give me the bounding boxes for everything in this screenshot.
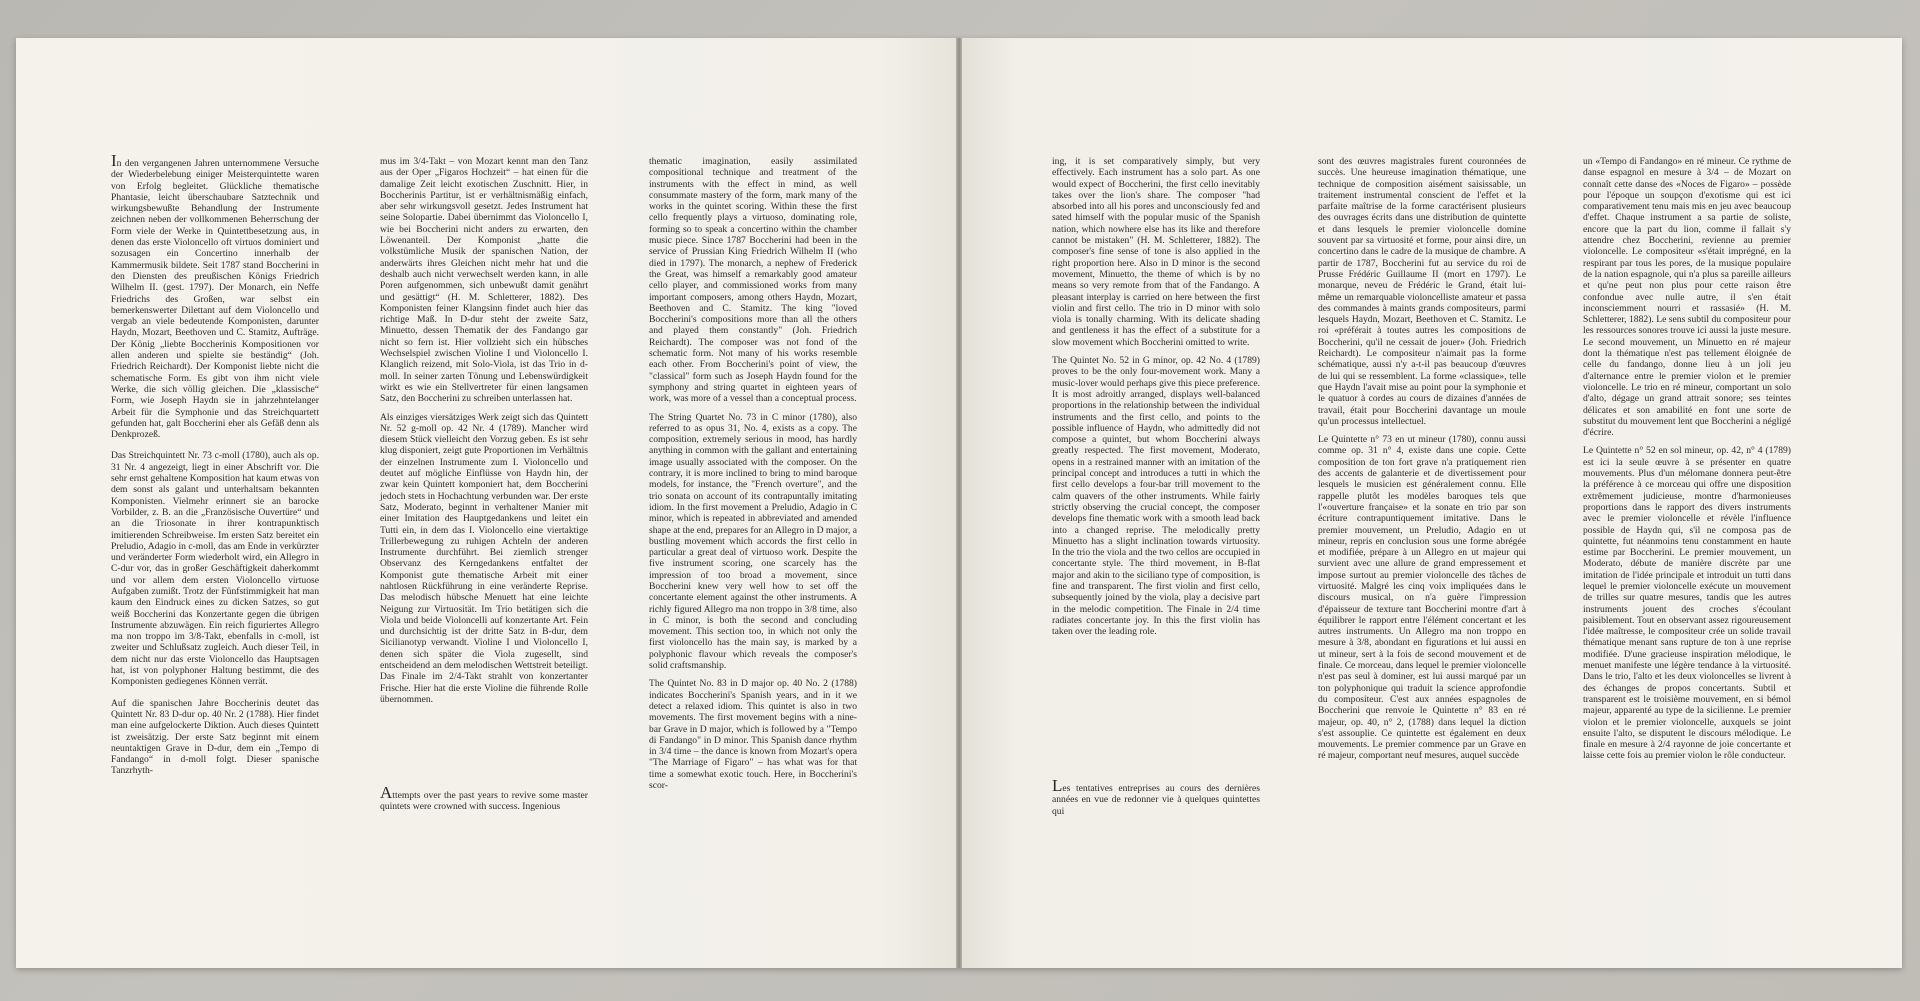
left-page: [16, 38, 956, 968]
french-intro: [1052, 776, 1260, 817]
english-paragraph: The Quintet No. 52 in G minor, op. 42 No. 4 (1789) proves to be the only four-movement work. Many a music-lover would perhaps give this piece preference. It is most adroitly arranged, displays well-balanced proportions in the relationship between the individual instruments and the first cello, and points to the possible influence of Haydn, who admittedly did not compose a quintet, but whom Boccherini always greatly respected. The first movement, Moderato, opens in a restrained manner with an imitation of the principal concept and introduces a tutti in which the first cello develops a four-bar trill movement to the calm quavers of the other instruments. While fairly strictly observing the crucial concept, the composer develops fine thematic work with a smooth lead back into a changed reprise. The melodically pretty Minuetto has a slight inclination towards virtuosity. In the trio the viola and the two cellos are occupied in concertante style. The third movement, in B-flat major and akin to the siciliano type of composition, is fine and transparent. The first violin and first cello, subsequently joined by the viola, play a decisive part in the melodic competition. The Finale in 2/4 time radiates concertante joy. In this the first violin has taken over the leading role.: [1052, 355, 1260, 638]
english-paragraph: The String Quartet No. 73 in C minor (1780), also referred to as opus 31, No. 4, exists as a copy. The composition, extremely serious in mood, has hardly anything in common with the gallant and entertaining image usually associated with the composer. On the contrary, it is more inclined to bring to mind baroque models, for instance, the "French overture", and the trio sonata on account of its contrapuntally imitating idiom. In the first movement a Preludio, Adagio in C minor, which is repeated in abbreviated and amended shape at the end, prepares for an Allegro in D major, a bustling movement which accords the first cello in particular a great deal of virtuoso work. Despite the five instrument scoring, one scarcely has the impression of too broad a movement, since Boccherini knew very well how to set off the concertante element against the other instruments. A richly figured Allegro ma non troppo in 3/8 time, also in C minor, is both the second and concluding movement. This section too, in which not only the first violoncello has the main say, is marked by a polyphonic flavour which reveals the composer's solid craftsmanship.: [649, 411, 857, 672]
french-column-6: [1583, 156, 1791, 769]
german-paragraph: Als einziges viersätziges Werk zeigt sich das Quintett Nr. 52 g-moll op. 42 Nr. 4 (1789). Mancher wird diesem Stück vielleicht den Vorzug geben. Es ist sehr klug disponiert, zeigt gute Proportionen im Verhältnis der einzelnen Instrumente zum I. Violoncello und deutet auf mögliche Einflüsse von Haydn hin, der zwar kein Quintett komponiert hat, dem Boccherini jedoch stets in Hochachtung verbunden war. Der erste Satz, Moderato, beginnt in verhaltener Manier mit einer Imitation des Hauptgedankens und leitet ein Tutti ein, in dem das I. Violoncello eine viertaktige Trillerbewegung zu ruhigen Achteln der anderen Instrumente durchführt. Bei ziemlich strenger Observanz des Kerngedankens entfaltet der Komponist gute thematische Arbeit mit einer nahtlosen Rückführung in eine veränderte Reprise. Das melodisch hübsche Menuett hat eine leichte Neigung zur Virtuosität. Im Trio betätigen sich die Viola und beide Violoncelli auf konzertante Art. Fein und durchsichtig ist der dritte Satz in B-dur, dem Sicilianotyp verwandt. Violine I und Violoncello I, denen sich später die Viola zugesellt, sind entscheidend an dem melodischen Wettstreit beteiligt. Das Finale im 2/4-Takt strahlt von konzertanter Frische. Hier hat die erste Violine die führende Rolle übernommen.: [380, 411, 588, 705]
german-paragraph: Das Streichquintett Nr. 73 c-moll (1780), auch als op. 31 Nr. 4 angezeigt, liegt in einer Abschrift vor. Die sehr ernst gehaltene Komposition hat kaum etwas von dem sonst als galant und unterhaltsam bekannten Komponisten. Vielmehr erinnert sie an barocke Vorbilder, z. B. an die „Französische Ouvertüre“ und an die Triosonate in ihrer kontrapunktisch imitierenden Schreibweise. Im ersten Satz bereitet ein Preludio, Adagio in c-moll, das am Ende in verkürzter und veränderter Form wiederholt wird, ein Allegro in C-dur vor, das in großer Geschäftigkeit daherkommt und vor allem dem ersten Violoncello virtuose Aufgaben zumißt. Trotz der Fünfstimmigkeit hat man kaum den Eindruck eines zu dicken Satzes, so gut weiß Boccherini das Konzertante gegen die übrigen Instrumente abzuwägen. Ein reich figuriertes Allegro ma non troppo im 3/8-Takt, ebenfalls in c-moll, ist zweiter und Schlußsatz zugleich. Auch dieser Teil, in dem nicht nur das erste Violoncello das Hauptsagen hat, ist von polyphoner Haltung bestimmt, die des Komponisten gediegenes Können verrät.: [111, 450, 319, 688]
english-column-3: [649, 156, 857, 798]
english-column-4: [1052, 156, 1260, 644]
german-paragraph: mus im 3/4-Takt – von Mozart kennt man den Tanz aus der Oper „Figaros Hochzeit“ – hat einen für die damalige Zeit leicht exotischen Zuschnitt. Hier, in Boccherinis Partitur, ist er verhältnismäßig einfach, aber sehr wirkungsvoll gesetzt. Jedes Instrument hat seine Solopartie. Dabei übernimmt das Violoncello I, wie bei Boccherini nicht anders zu erwarten, den Löwenanteil. Der Komponist „hatte die volkstümliche Musik der spanischen Nation, der anderwärts ihres Gleichen nicht mehr hat und die deshalb auch nicht verwechselt werden kann, in alle Poren aufgenommen, sich unbewußt damit genährt und gesättigt“ (H. M. Schletterer, 1882). Des Komponisten feiner Klangsinn findet auch hier das richtige Maß. In D-dur steht der zweite Satz, Minuetto, dessen Thematik der des Fandango gar nicht so fern ist. Hier vollzieht sich ein hübsches Wechselspiel zwischen Violine I und Violoncello I. Klanglich reizend, mit Solo-Viola, ist das Trio in d-moll. In seiner zarten Tönung und Lebenswürdigkeit wirkt es wie ein Stellvertreter für einen langsamen Satz, den Boccherini zu schreiben unterlassen hat.: [380, 156, 588, 405]
french-column-5: [1318, 156, 1526, 769]
french-paragraph: un «Tempo di Fandango» en ré mineur. Ce rythme de danse espagnol en mesure à 3/4 – de Mozart on connaît cette danse des «Noces de Figaro» – possède pour l'époque un soupçon d'exotisme qui est ici comparativement tenu mais mis en jeu avec beaucoup d'effet. Chaque instrument a sa partie de soliste, encore que la part du lion, comme il fallait s'y attendre chez Boccherini, revienne au premier violoncelle. Le compositeur «s'était imprégné, en la respirant par tous les pores, de la musique populaire de la nation espagnole, qui n'a plus sa pareille ailleurs et qu'ne peut non plus pour cette raison être confondue avec nulle autre, il s'en était inconsciemment nourri et rassasié» (H. M. Schletterer, 1882). Le sens subtil du compositeur pour les ressources sonores trouve ici aussi la juste mesure. Le second mouvement, un Minuetto en ré majeur dont la thématique n'est pas tellement éloignée de celle du fandango, donne lieu à un joli jeu d'alternance entre le premier violon et le premier violoncelle. Le trio en ré mineur, comportant un solo d'alto, dégage un grand attrait sonore; ses teintes délicates et son amabilité en font une sorte de substitut du mouvement lent que Boccherini a négligé d'écrire.: [1583, 156, 1791, 439]
right-page: [962, 38, 1902, 968]
french-paragraph: Le Quintette n° 73 en ut mineur (1780), connu aussi comme op. 31 n° 4, existe dans une copie. Cette composition de ton fort grave n'a pratiquement rien des accents de galanterie et de divertissement pour lesquels le musicien est généralement connu. Elle rappelle plutôt les modèles baroques tels que l'«ouverture française» et la sonate en trio par son écriture contrapuntiquement imitative. Dans le premier mouvement, un Preludio, Adagio en ut mineur, repris en conclusion sous une forme abrégée et modifiée, prépare à un Allegro en ut majeur qui survient avec une allure de grand empressement et impose surtout au premier violoncelle des tâches de virtuosité. Malgré les cinq voix impliquées dans le discours musical, on n'a guère l'impression d'épaisseur de texture tant Boccherini montre d'art à équilibrer le rapport entre l'élément concertant et les autres instruments. Un Allegro ma non troppo en mesure à 3/8, abondant en figurations et lui aussi en ut mineur, sert à la fois de second mouvement et de finale. Ce morceau, dans lequel le premier violoncelle n'est pas seul à dominer, est lui aussi marqué par un ton polyphonique qui traduit la science approfondie du compositeur. C'est aux années espagnoles de Boccherini que renvoie le Quintette n° 83 en ré majeur, op. 40, n° 2, (1788) dans lequel la diction s'est assouplie. Ce quintette est également en deux mouvements. Le premier commence par un Grave en ré majeur, comportant neuf mesures, auquel succède: [1318, 434, 1526, 762]
french-paragraph: sont des œuvres magistrales furent couronnées de succès. Une heureuse imagination thématique, une technique de composition aisément saisissable, un traitement instrumental conscient de l'effet et la parfaite maîtrise de la forme caractérisent plusieurs des ouvrages écrits dans une distribution de quintette et dans lesquels le premier violoncelle domine souvent par sa virtuosité et forme, pour ainsi dire, un concertino dans le cadre de la musique de chambre. A partir de 1787, Boccherini fut au service du roi de Prusse Frédéric Guillaume II (mort en 1797). Le monarque, neveu de Frédéric le Grand, était lui-même un remarquable violoncelliste amateur et passa des commandes à maints grands compositeurs, parmi lesquels Haydn, Mozart, Beethoven et C. Stamitz. Le roi «préférait à toutes autres les compositions de Boccherini, qu'il ne cessait de jouer» (Joh. Friedrich Reichardt). Le compositeur n'aimait pas la forme schématique, aussi n'y a-t-il pas beaucoup d'œuvres de lui qui se ressemblent. La forme «classique», telle que Haydn l'avait mise au point pour la symphonie et le quatuor à cordes au cours de dizaines d'années de travail, était pour Boccherini davantage un moule qu'un processus intellectuel.: [1318, 156, 1526, 427]
english-paragraph: ing, it is set comparatively simply, but very effectively. Each instrument has a solo part. As one would expect of Boccherini, the first cello inevitably takes over the lion's share. The composer "had absorbed into all his pores and unconsciously fed and sated himself with the popular music of the Spanish nation, which nowhere else has its like and therefore cannot be mistaken" (H. M. Schletterer, 1882). The composer's fine sense of tone is also applied in the right proportion here. Also in D minor is the second movement, Minuetto, the theme of which is by no means so very remote from that of the Fandango. A pleasant interplay is carried on here between the first violin and first cello. The trio in D minor with solo viola is tonally charming. With its delicate shading and gentleness it has the effect of a substitute for a slow movement which Boccherini omitted to write.: [1052, 156, 1260, 348]
french-intro-text: Les tentatives entreprises au cours des dernières années en vue de redonner vie à quelques quintettes qui: [1052, 776, 1260, 817]
german-paragraph: Auf die spanischen Jahre Boccherinis deutet das Quintett Nr. 83 D-dur op. 40 Nr. 2 (1788). Hier findet man eine aufgelockerte Diktion. Auch dieses Quintett ist zweisätzig. Der erste Satz beginnt mit einem neuntaktigen Grave in D-dur, dem ein „Tempo di Fandango“ in d-moll folgt. Dieser spanische Tanzrhyth-: [111, 697, 319, 777]
english-intro-text: Attempts over the past years to revive some master quintets were crowned with success. Ingenious: [380, 783, 588, 813]
german-column-1: [111, 151, 319, 784]
english-paragraph: thematic imagination, easily assimilated compositional technique and treatment of the instruments with the effect in mind, as well consummate mastery of the form, mark many of the works in the quintet scoring. Within these the first cello frequently plays a virtuoso, dominating role, forming so to speak a concertino within the chamber music piece. Since 1787 Boccherini had been in the service of Prussian King Friedrich Wilhelm II (who died in 1797). The monarch, a nephew of Frederick the Great, was himself a remarkably good amateur cello player, and commissioned works from many important composers, among others Haydn, Mozart, Beethoven and C. Stamitz. The king "loved Boccherini's compositions more than all the others and played them constantly" (Joh. Friedrich Reichardt). The composer was not fond of the schematic form. Not many of his works resemble each other. From Boccherini's point of view, the "classical" form such as Joseph Haydn found for the symphony and string quartet in eighteen years of work, was more of a vessel than a conceptual process.: [649, 156, 857, 405]
french-paragraph: Le Quintette n° 52 en sol mineur, op. 42, n° 4 (1789) est ici la seule œuvre à se présenter en quatre mouvements. Plus d'un mélomane donnera peut-être la préférence à ce morceau qui offre une disposition extrêmement judicieuse, montre d'harmonieuses proportions dans le rapport des divers instruments avec le premier violoncelle et révèle l'influence possible de Haydn qui, s'il ne composa pas de quintette, fut néanmoins tenu constamment en haute estime par Boccherini. Le premier mouvement, un Moderato, débute de manière discrète par une imitation de l'idée principale et introduit un tutti dans lequel le premier violoncelle exécute un mouvement de trilles sur quatre mesures, tandis que les autres instruments jouent des croches s'écoulant paisiblement. Tout en observant assez rigoureusement l'idée maîtresse, le compositeur crée un solide travail thématique menant sans rupture de ton à une reprise modifiée. D'une gracieuse inspiration mélodique, le menuet manifeste une légère tendance à la virtuosité. Dans le trio, l'alto et les deux violoncelles se livrent à des échanges de propos concertants. Subtil et transparent est le troisième mouvement, en si bémol majeur, apparenté au type de la sicilienne. Le premier violon et le premier violoncelle, auxquels se joint ensuite l'alto, se disputent le discours mélodique. Le finale en mesure à 2/4 rayonne de joie concertante et laisse cette fois au premier violon le rôle conducteur.: [1583, 445, 1791, 762]
english-paragraph: The Quintet No. 83 in D major op. 40 No. 2 (1788) indicates Boccherini's Spanish years, and in it we detect a relaxed idiom. This quintet is also in two movements. The first movement begins with a nine-bar Grave in D major, which is followed by a "Tempo di Fandango" in D minor. This Spanish dance rhythm in 3/4 time – the dance is known from Mozart's opera "The Marriage of Figaro" – has what was for that time a somewhat exotic touch. Here, in Boccherini's scor-: [649, 678, 857, 792]
english-intro: [380, 783, 588, 813]
german-column-2: [380, 156, 588, 712]
german-paragraph: In den vergangenen Jahren unternommene Versuche der Wiederbelebung einiger Meisterquintette waren von Erfolg begleitet. Glückliche thematische Phantasie, leicht überschaubare Satztechnik und wirkungsbewußte Behandlung der Instrumente zeichnen neben der vollkommenen Beherrschung der Form viele der Werke in Quintettbesetzung aus, in denen das erste Violoncello oft virtuos dominiert und sozusagen ein Concertino innerhalb der Kammermusik bildete. Seit 1787 stand Boccherini in den Diensten des preußischen Königs Friedrich Wilhelm II. (gest. 1797). Der Monarch, ein Neffe Friedrichs des Großen, war selbst ein bemerkenswerter Dilettant auf dem Violoncello und vergab an viele bedeutende Komponisten, darunter Haydn, Mozart, Beethoven und C. Stamitz, Aufträge. Der König „liebte Boccherinis Kompositionen vor allen anderen und spielte sie beständig“ (Joh. Friedrich Reichardt). Der Komponist liebte nicht die schematische Form. Es gibt von ihm nicht viele Werke, die sich völlig gleichen. Die „klassische“ Form, wie Joseph Haydn sie in jahrzehntelanger Arbeit für die Symphonie und das Streichquartett gefunden hat, galt Boccherini eher als Gefäß denn als Denkprozeß.: [111, 151, 319, 441]
open-booklet: [16, 38, 1902, 968]
